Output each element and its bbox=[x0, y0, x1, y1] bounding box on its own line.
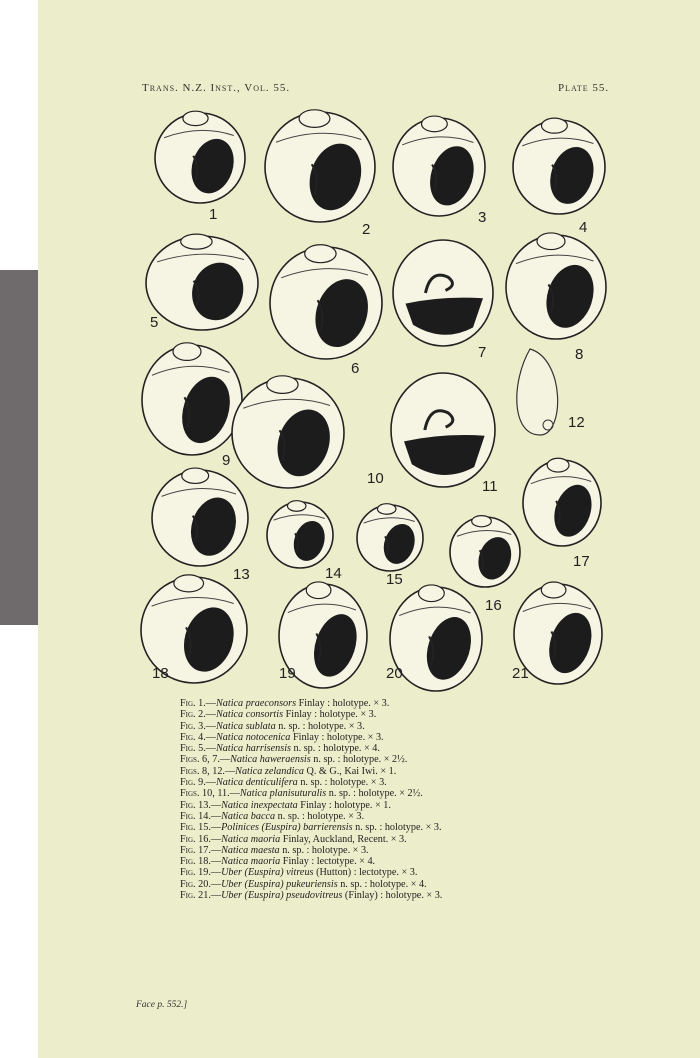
shell-figure-12 bbox=[517, 349, 558, 435]
caption-details: n. sp. : holotype. × 3. bbox=[275, 720, 365, 732]
caption-details: n. sp. : holotype. × 2½. bbox=[326, 788, 423, 800]
caption-details: n. sp. : holotype. × 3. bbox=[297, 777, 387, 789]
caption-species: Natica praeconsors bbox=[215, 698, 297, 709]
caption-species: Natica haweraensis bbox=[230, 754, 311, 766]
plate-page bbox=[38, 0, 700, 1058]
caption-line: Fig. 3.—Natica sublata n. sp. : holotype. × 3. bbox=[180, 720, 365, 732]
figure-number-label: 18 bbox=[152, 665, 169, 682]
shell-figure-8 bbox=[506, 233, 606, 339]
shell-spire bbox=[377, 504, 395, 515]
caption-details: (Hutton) : lectotype. × 3. bbox=[313, 867, 418, 879]
shell-plate-illustration bbox=[38, 0, 700, 700]
caption-details: Finlay : holotype. × 3. bbox=[296, 698, 390, 709]
caption-line: Fig. 13.—Natica inexpectata Finlay : holotype. × 1. bbox=[180, 799, 391, 811]
caption-figure-number: Figs. 6, 7. bbox=[180, 754, 220, 766]
caption-species: Uber (Euspira) pseudovitreus bbox=[221, 890, 343, 902]
caption-figure-number: Fig. 21. bbox=[180, 890, 211, 902]
caption-line: Figs. 8, 12.—Natica zelandica Q. & G., Kai Iwi. × 1. bbox=[180, 765, 397, 777]
figure-number-label: 4 bbox=[579, 219, 588, 236]
shell-figure-6 bbox=[270, 245, 382, 359]
caption-species: Uber (Euspira) vitreus bbox=[221, 867, 314, 879]
caption-line: Fig. 20.—Uber (Euspira) pukeuriensis n. sp. : holotype. × 4. bbox=[180, 878, 427, 890]
caption-line: Fig. 5.—Natica harrisensis n. sp. : holotype. × 4. bbox=[180, 743, 380, 755]
shell-figure-9 bbox=[142, 343, 242, 455]
shell-spire bbox=[305, 245, 336, 263]
caption-line: Fig. 15.—Polinices (Euspira) barrierensis n. sp. : holotype. × 3. bbox=[180, 822, 442, 834]
figure-number-label: 21 bbox=[512, 665, 529, 682]
caption-line: Fig. 2.—Natica consortis Finlay : holotype. × 3. bbox=[180, 709, 377, 721]
shell-figure-11 bbox=[391, 373, 495, 487]
figure-number-label: 12 bbox=[568, 414, 585, 431]
caption-line: Fig. 4.—Natica notocenica Finlay : holotype. × 3. bbox=[180, 731, 384, 743]
journal-header: Trans. N.Z. Inst., Vol. 55. bbox=[142, 82, 291, 94]
caption-details: Finlay : holotype. × 3. bbox=[283, 709, 377, 721]
figure-number-label: 7 bbox=[478, 344, 487, 361]
caption-species: Natica maoria bbox=[221, 833, 281, 845]
caption-figure-number: Fig. 3. bbox=[180, 720, 206, 732]
shell-spire bbox=[419, 585, 445, 602]
shell-spire bbox=[537, 233, 565, 250]
caption-figure-number: Fig. 16. bbox=[180, 833, 211, 845]
caption-figure-number: Fig. 19. bbox=[180, 867, 211, 879]
caption-species: Natica sublata bbox=[215, 720, 276, 732]
caption-line: Fig. 16.—Natica maoria Finlay, Auckland, Recent. × 3. bbox=[180, 833, 407, 845]
caption-line: Fig. 17.—Natica maesta n. sp. : holotype. × 3. bbox=[180, 844, 369, 856]
shell-figure-7 bbox=[393, 240, 493, 346]
figure-captions bbox=[180, 698, 660, 901]
caption-line: Fig. 19.—Uber (Euspira) vitreus (Hutton) : lectotype. × 3. bbox=[180, 867, 418, 879]
plate-number: Plate 55. bbox=[558, 82, 610, 94]
caption-line: Fig. 9.—Natica denticulifera n. sp. : holotype. × 3. bbox=[180, 777, 387, 789]
figure-number-label: 1 bbox=[209, 206, 218, 223]
shell-spire bbox=[182, 468, 209, 483]
shell-spire bbox=[306, 582, 331, 599]
figure-number-label: 13 bbox=[233, 566, 250, 583]
caption-figure-number: Fig. 15. bbox=[180, 822, 211, 834]
shell-spire bbox=[299, 110, 330, 128]
caption-figure-number: Fig. 1. bbox=[180, 698, 206, 709]
caption-details: Finlay : lectotype. × 4. bbox=[280, 856, 376, 868]
caption-details: Q. & G., Kai Iwi. × 1. bbox=[303, 765, 397, 777]
figure-number-label: 8 bbox=[575, 346, 584, 363]
caption-figure-number: Figs. 10, 11. bbox=[180, 788, 230, 800]
shell-figure-1 bbox=[155, 111, 245, 203]
caption-species: Natica consortis bbox=[215, 709, 284, 721]
caption-figure-number: Fig. 13. bbox=[180, 799, 211, 811]
shell-spire bbox=[267, 376, 298, 394]
shell-spire bbox=[472, 516, 492, 527]
figure-number-label: 20 bbox=[386, 665, 403, 682]
caption-species: Natica inexpectata bbox=[221, 799, 298, 811]
figure-number-label: 17 bbox=[573, 553, 590, 570]
caption-figure-number: Fig. 18. bbox=[180, 856, 211, 868]
figure-number-label: 14 bbox=[325, 565, 342, 582]
caption-details: n. sp. : holotype. × 3. bbox=[275, 810, 365, 822]
caption-figure-number: Fig. 2. bbox=[180, 709, 206, 721]
caption-species: Natica maoria bbox=[221, 856, 281, 868]
caption-details: n. sp. : holotype. × 4. bbox=[290, 743, 380, 755]
shell-figure-14 bbox=[267, 501, 333, 568]
caption-species: Polinices (Euspira) barrierensis bbox=[221, 822, 353, 834]
caption-line: Figs. 10, 11.—Natica planisuturalis n. sp. : holotype. × 2½. bbox=[180, 788, 423, 800]
figure-number-label: 6 bbox=[351, 360, 360, 377]
shell-figure-10 bbox=[232, 376, 344, 488]
caption-figure-number: Fig. 20. bbox=[180, 878, 211, 890]
figure-number-label: 2 bbox=[362, 221, 371, 238]
shell-spire bbox=[547, 458, 569, 472]
caption-line: Figs. 6, 7.—Natica haweraensis n. sp. : holotype. × 2½. bbox=[180, 754, 408, 766]
figure-number-label: 9 bbox=[222, 452, 231, 469]
caption-figure-number: Fig. 14. bbox=[180, 810, 211, 822]
figure-number-label: 11 bbox=[482, 478, 498, 495]
caption-details: n. sp. : holotype. × 2½. bbox=[310, 754, 408, 766]
caption-line: Fig. 14.—Natica bacca n. sp. : holotype. × 3. bbox=[180, 810, 365, 822]
shell-spire bbox=[541, 582, 566, 598]
shell-spire bbox=[542, 118, 568, 133]
figure-number-label: 16 bbox=[485, 597, 502, 614]
caption-details: n. sp. : holotype. × 3. bbox=[352, 822, 442, 834]
shell-figure-20 bbox=[390, 585, 482, 691]
shell-figure-5 bbox=[146, 234, 258, 330]
caption-species: Uber (Euspira) pukeuriensis bbox=[221, 878, 338, 890]
caption-figure-number: Fig. 4. bbox=[180, 731, 206, 743]
shell-figure-3 bbox=[393, 116, 485, 216]
shell-figure-4 bbox=[513, 118, 605, 214]
caption-species: Natica denticulifera bbox=[215, 777, 298, 789]
shell-spire bbox=[174, 575, 204, 592]
caption-line: Fig. 18.—Natica maoria Finlay : lectotype. × 4. bbox=[180, 856, 376, 868]
caption-line: Fig. 21.—Uber (Euspira) pseudovitreus (Finlay) : holotype. × 3. bbox=[180, 890, 443, 902]
caption-details: Finlay : holotype. × 1. bbox=[297, 799, 391, 811]
shell-figure-15 bbox=[357, 504, 423, 571]
figure-number-label: 3 bbox=[478, 209, 487, 226]
caption-details: Finlay : holotype. × 3. bbox=[290, 731, 384, 743]
shell-figure-2 bbox=[265, 110, 375, 222]
caption-species: Natica planisuturalis bbox=[239, 788, 327, 800]
caption-details: Finlay, Auckland, Recent. × 3. bbox=[280, 833, 407, 845]
face-page-note: Face p. 552.] bbox=[136, 1000, 188, 1010]
figure-number-label: 15 bbox=[386, 571, 403, 588]
shell-spire bbox=[422, 116, 448, 132]
caption-details: n. sp. : holotype. × 3. bbox=[279, 844, 369, 856]
caption-figure-number: Figs. 8, 12. bbox=[180, 765, 225, 777]
caption-figure-number: Fig. 17. bbox=[180, 844, 211, 856]
caption-figure-number: Fig. 9. bbox=[180, 777, 206, 789]
caption-details: n. sp. : holotype. × 4. bbox=[337, 878, 427, 890]
caption-line: Fig. 1.—Natica praeconsors Finlay : holotype. × 3. bbox=[180, 698, 390, 709]
figure-number-label: 10 bbox=[367, 470, 384, 487]
caption-species: Natica zelandica bbox=[235, 765, 304, 777]
figure-number-label: 19 bbox=[279, 665, 296, 682]
caption-species: Natica harrisensis bbox=[215, 743, 291, 755]
shell-figure-16 bbox=[450, 516, 520, 587]
caption-species: Natica bacca bbox=[221, 810, 276, 822]
figure-number-label: 5 bbox=[150, 314, 159, 331]
page-edge-tab bbox=[0, 270, 38, 625]
caption-details: (Finlay) : holotype. × 3. bbox=[342, 890, 443, 902]
shell-spire bbox=[183, 111, 208, 125]
caption-species: Natica maesta bbox=[221, 844, 280, 856]
shell-figure-13 bbox=[152, 468, 248, 566]
shell-figure-17 bbox=[523, 458, 601, 546]
caption-species: Natica notocenica bbox=[215, 731, 291, 743]
caption-figure-number: Fig. 5. bbox=[180, 743, 206, 755]
shell-spire bbox=[173, 343, 201, 361]
shell-spire bbox=[287, 501, 305, 512]
shell-spire bbox=[181, 234, 212, 249]
